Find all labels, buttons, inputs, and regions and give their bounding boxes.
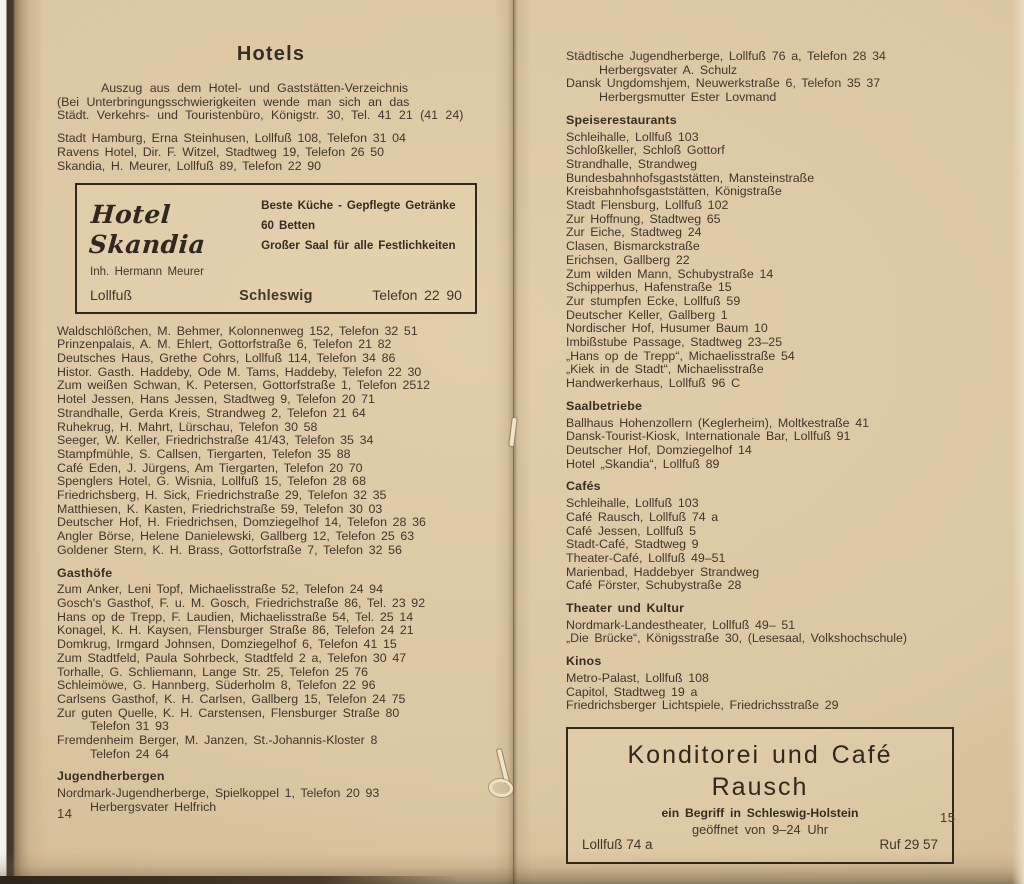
directory-entry: Schloßkeller, Schloß Gottorf: [566, 143, 725, 158]
ad-hotel-skandia-street: Lollfuß: [90, 286, 133, 303]
directory-entry: Hotel „Skandia“, Lollfuß 89: [566, 456, 720, 471]
directory-entry: Stadt-Café, Stadtweg 9: [566, 537, 699, 552]
directory-entry: Friedrichsberg, H. Sick, Friedrichstraße 29, Telefon 32 35: [57, 488, 387, 503]
directory-entry: Capitol, Stadtweg 19 a: [566, 684, 698, 699]
directory-entry: Hans op de Trepp, F. Laudien, Michaelisstraße 54, Tel. 25 14: [57, 609, 414, 624]
directory-entry: Dansk Ungdomshjem, Neuwerkstraße 6, Telefon 35 37: [566, 76, 881, 91]
directory-entry: Schipperhus, Hafenstraße 15: [566, 280, 732, 295]
directory-entry: Nordischer Hof, Husumer Baum 10: [566, 321, 768, 336]
directory-entry: „Kiek in de Stadt“, Michaelisstraße: [566, 362, 764, 377]
directory-entry: Ballhaus Hohenzollern (Keglerheim), Moltkestraße 41: [566, 415, 869, 430]
directory-entry: Ruhekrug, H. Mahrt, Lürschau, Telefon 30 58: [57, 419, 318, 434]
directory-entry: Imbißstube Passage, Stadtweg 23–25: [566, 335, 783, 350]
directory-entry: Clasen, Bismarckstraße: [566, 239, 700, 254]
directory-entry: Zur Hoffnung, Stadtweg 65: [566, 211, 721, 226]
ad-cafe-rausch-hours: geöffnet von 9–24 Uhr: [691, 821, 828, 837]
directory-entry-continuation: Herbergsmutter Ester Lovmand: [599, 90, 777, 105]
page-left: [57, 42, 485, 815]
directory-entry: Carlsens Gasthof, K. H. Carlsen, Gallberg 15, Telefon 24 75: [57, 691, 406, 706]
directory-entry: „Die Brücke“, Königsstraße 30, (Lesesaal, Volkshochschule): [566, 631, 908, 646]
directory-entry: Zur Eiche, Stadtweg 24: [566, 225, 702, 240]
ad-cafe-rausch-title: Konditorei und Café Rausch: [627, 740, 893, 801]
directory-entry: Ravens Hotel, Dir. F. Witzel, Stadtweg 19, Telefon 26 50: [57, 144, 385, 159]
intro-line: (Bei Unterbringungsschwierigkeiten wende man sich an das: [57, 94, 410, 109]
directory-entry: Zum Stadtfeld, Paula Sohrbeck, Stadtfeld 2 a, Telefon 30 47: [57, 650, 407, 665]
ad-hotel-skandia-phone: Telefon 22 90: [372, 286, 462, 303]
directory-entry: Nordmark-Jugendherberge, Spielkoppel 1, Telefon 20 93: [57, 786, 380, 801]
directory-entry: Nordmark-Landestheater, Lollfuß 49– 51: [566, 617, 796, 632]
directory-entry-continuation: Herbergsvater A. Schulz: [599, 62, 738, 77]
directory-entry: Zum Anker, Leni Topf, Michaelisstraße 52, Telefon 24 94: [57, 582, 383, 597]
directory-entry-continuation: Herbergsvater Helfrich: [90, 799, 217, 814]
hotel-list-main: [57, 325, 485, 558]
directory-entry: Stampfmühle, S. Callsen, Tiergarten, Telefon 35 88: [57, 446, 351, 461]
ad-hotel-skandia-feature: Beste Küche - Gepflegte Getränke: [261, 199, 456, 213]
directory-entry: „Hans op de Trepp“, Michaelisstraße 54: [566, 348, 795, 363]
directory-entry: Domkrug, Irmgard Johnsen, Domziegelhof 6, Telefon 41 15: [57, 637, 397, 652]
page-right: [566, 50, 998, 864]
directory-entry: Stadt Flensburg, Lollfuß 102: [566, 198, 729, 213]
ad-hotel-skandia-city: Schleswig: [239, 287, 313, 304]
ad-hotel-skandia: [75, 183, 477, 313]
directory-entry: Deutscher Keller, Gallberg 1: [566, 307, 728, 322]
ad-cafe-rausch: [566, 727, 954, 864]
directory-entry: Café Rausch, Lollfuß 74 a: [566, 509, 719, 524]
section-heading-saalbetriebe: Saalbetriebe: [566, 398, 643, 413]
directory-entry-continuation: Telefon 31 93: [90, 719, 169, 734]
binding-edge-left: [0, 0, 44, 884]
intro-line: Auszug aus dem Hotel- und Gaststätten-Verzeichnis: [101, 81, 409, 95]
directory-entry: Strandhalle, Strandweg: [566, 156, 698, 171]
directory-entry: Waldschlößchen, M. Behmer, Kolonnenweg 152, Telefon 32 51: [57, 323, 418, 338]
ad-cafe-rausch-subtitle: ein Begriff in Schleswig-Holstein: [661, 805, 859, 820]
intro-line: Städt. Verkehrs- und Touristenbüro, Königstr. 30, Tel. 41 21 (41 24): [57, 108, 464, 123]
directory-entry: Dansk-Tourist-Kiosk, Internationale Bar, Lollfuß 91: [566, 429, 851, 444]
section-heading-theater: Theater und Kultur: [566, 601, 685, 616]
page-title: Hotels: [236, 43, 306, 65]
directory-entry: Strandhalle, Gerda Kreis, Strandweg 2, Telefon 21 64: [57, 405, 366, 420]
ad-cafe-rausch-street: Lollfuß 74 a: [582, 837, 653, 853]
gasthoefe-list: [57, 583, 485, 761]
directory-entry: Hotel Jessen, Hans Jessen, Stadtweg 9, Telefon 20 71: [57, 392, 375, 407]
jugendherbergen-continued-list: [566, 50, 998, 105]
directory-entry: Zum weißen Schwan, K. Petersen, Gottorfstraße 1, Telefon 2512: [57, 378, 431, 393]
cafes-list: [566, 497, 998, 593]
directory-entry: Stadt Hamburg, Erna Steinhusen, Lollfuß 108, Telefon 31 04: [57, 131, 406, 146]
ad-hotel-skandia-feature: 60 Betten: [261, 219, 316, 233]
directory-entry: Matthiesen, K. Kasten, Friedrichstraße 59, Telefon 30 03: [57, 501, 383, 516]
directory-entry: Angler Börse, Helene Danielewski, Gallberg 12, Telefon 25 63: [57, 529, 415, 544]
directory-entry: Friedrichsberger Lichtspiele, Friedrichsstraße 29: [566, 698, 839, 713]
directory-entry: Schleimöwe, G. Hannberg, Süderholm 8, Telefon 22 96: [57, 678, 376, 693]
ad-hotel-skandia-feature: Großer Saal für alle Festlichkeiten: [261, 239, 456, 253]
saalbetriebe-list: [566, 417, 998, 472]
directory-entry: Torhalle, G. Schliemann, Lange Str. 25, Telefon 25 76: [57, 664, 369, 679]
directory-entry: Schleihalle, Lollfuß 103: [566, 129, 699, 144]
directory-entry: Goldener Stern, K. H. Brass, Gottorfstraße 7, Telefon 32 56: [57, 542, 402, 557]
hotel-list-top: [57, 132, 485, 173]
directory-entry: Histor. Gasth. Haddeby, Ode M. Tams, Haddeby, Telefon 22 30: [57, 364, 422, 379]
directory-entry-continuation: Telefon 24 64: [90, 746, 169, 761]
intro-paragraph: [57, 82, 485, 123]
directory-entry: Gosch's Gasthof, F. u. M. Gosch, Friedrichstraße 86, Tel. 23 92: [57, 595, 426, 610]
directory-entry: Zum wilden Mann, Schubystraße 14: [566, 266, 774, 281]
directory-entry: Zur guten Quelle, K. H. Carstensen, Flensburger Straße 80: [57, 705, 400, 720]
directory-entry: Café Jessen, Lollfuß 5: [566, 523, 696, 538]
directory-entry: Deutscher Hof, Domziegelhof 14: [566, 442, 752, 457]
jugendherbergen-list: [57, 787, 485, 814]
page-edge-bottom-dark: [0, 876, 460, 884]
page-number-right: 15: [940, 810, 956, 825]
page-number-left: 14: [57, 806, 73, 821]
directory-entry: Städtische Jugendherberge, Lollfuß 76 a, Telefon 28 34: [566, 49, 886, 63]
section-heading-speiserestaurants: Speiserestaurants: [566, 112, 677, 127]
section-heading-jugendherbergen: Jugendherbergen: [57, 769, 165, 784]
directory-entry: Bundesbahnhofsgaststätten, Mansteinstraße: [566, 170, 815, 185]
directory-entry: Handwerkerhaus, Lollfuß 96 C: [566, 376, 741, 391]
ad-hotel-skandia-owner: Inh. Hermann Meurer: [90, 266, 204, 279]
directory-entry: Konagel, K. H. Kaysen, Flensburger Straße 86, Telefon 24 21: [57, 623, 414, 638]
directory-entry: Deutsches Haus, Grethe Cohrs, Lollfuß 114, Telefon 34 86: [57, 351, 396, 366]
section-heading-gasthoefe: Gasthöfe: [57, 565, 113, 580]
ad-cafe-rausch-phone: Ruf 29 57: [879, 837, 938, 853]
directory-entry: Metro-Palast, Lollfuß 108: [566, 670, 709, 685]
directory-entry: Seeger, W. Keller, Friedrichstraße 41/43, Telefon 35 34: [57, 433, 374, 448]
directory-entry: Café Eden, J. Jürgens, Am Tiergarten, Telefon 20 70: [57, 460, 363, 475]
directory-entry: Deutscher Hof, H. Friedrichsen, Domziegelhof 14, Telefon 28 36: [57, 515, 426, 530]
directory-entry: Schleihalle, Lollfuß 103: [566, 496, 699, 511]
section-heading-kinos: Kinos: [566, 654, 602, 669]
directory-entry: Skandia, H. Meurer, Lollfuß 89, Telefon 22 90: [57, 158, 322, 173]
directory-entry: Spenglers Hotel, G. Wisnia, Lollfuß 15, Telefon 28 68: [57, 474, 366, 489]
directory-entry: Marienbad, Haddebyer Strandweg: [566, 564, 760, 579]
theater-list: [566, 619, 998, 646]
section-heading-cafes: Cafés: [566, 479, 601, 494]
kinos-list: [566, 672, 998, 713]
directory-entry: Kreisbahnhofsgaststätten, Königstraße: [566, 184, 782, 199]
directory-entry: Fremdenheim Berger, M. Janzen, St.-Johannis-Kloster 8: [57, 733, 378, 748]
directory-entry: Café Förster, Schubystraße 28: [566, 578, 742, 593]
directory-entry: Prinzenpalais, A. M. Ehlert, Gottorfstraße 6, Telefon 21 82: [57, 337, 392, 352]
ad-hotel-skandia-name: Hotel Skandia: [87, 200, 207, 260]
speiserestaurants-list: [566, 131, 998, 391]
directory-entry: Theater-Café, Lollfuß 49–51: [566, 550, 726, 565]
directory-entry: Zur stumpfen Ecke, Lollfuß 59: [566, 293, 741, 308]
staple-bottom-loop: [489, 779, 513, 797]
page-edge-right: [1012, 0, 1024, 884]
directory-entry: Erichsen, Gallberg 22: [566, 252, 690, 267]
